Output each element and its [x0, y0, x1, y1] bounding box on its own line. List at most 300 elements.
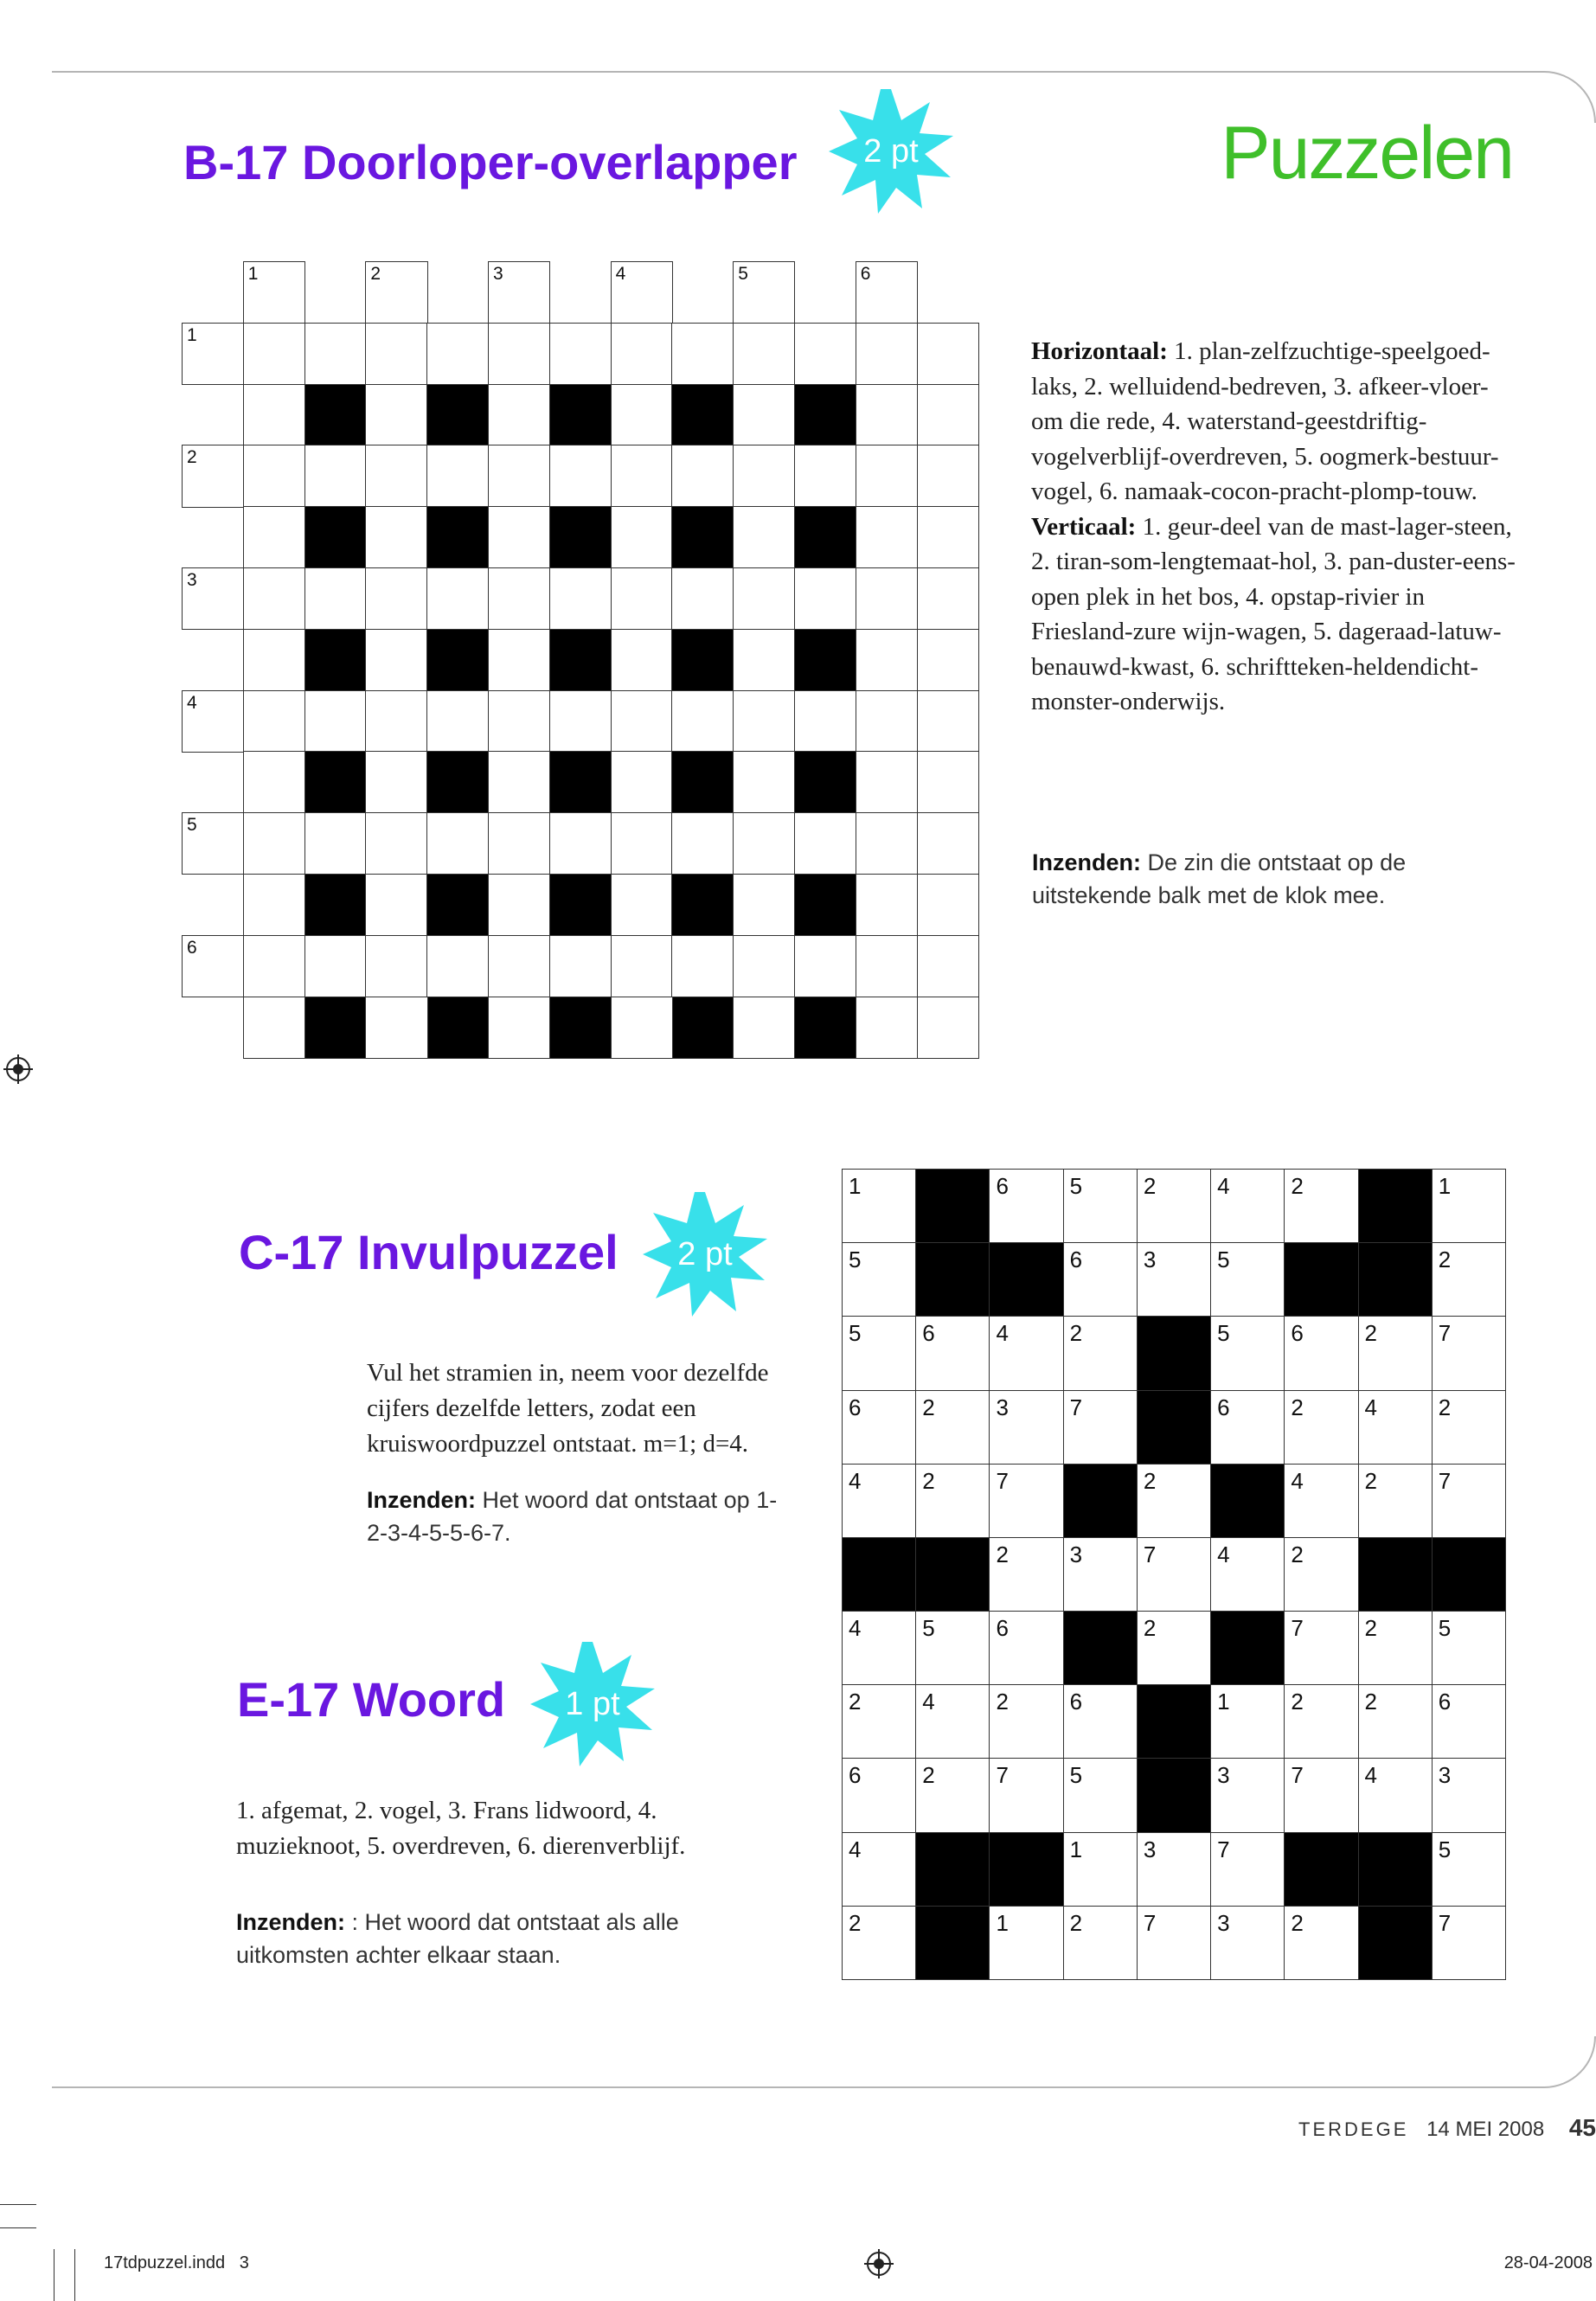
number-cell[interactable]	[1358, 1758, 1433, 1833]
black-cell	[794, 997, 856, 1059]
cell-number: 2	[1364, 1320, 1378, 1347]
number-cell[interactable]	[1358, 1390, 1433, 1465]
horizontaal-text: 1. plan-zelfzuchtige-speelgoed-laks, 2. welluidend-bedreven, 3. afkeer-vloer-om die rede, 4. waterstand-geestdriftig-vogelverblijf-overdreven, 5. oogmerk-bestuur-vogel, 6. namaak-cocon-pracht-plomp-touw.	[1031, 337, 1499, 505]
grid-cell[interactable]	[856, 997, 918, 1059]
puzzle-e-points-badge	[528, 1639, 657, 1769]
number-cell[interactable]	[1284, 1390, 1359, 1465]
grid-cell[interactable]	[304, 812, 367, 875]
grid-cell[interactable]	[917, 629, 979, 691]
grid-cell[interactable]	[794, 812, 856, 875]
number-cell[interactable]	[1432, 1832, 1507, 1907]
number-cell[interactable]	[915, 1390, 990, 1465]
grid-cell[interactable]	[794, 445, 856, 507]
page-number: 45	[1568, 2114, 1596, 2141]
number-cell[interactable]	[989, 1390, 1064, 1465]
cell-number: 5	[1069, 1173, 1083, 1199]
grid-cell[interactable]	[243, 874, 305, 936]
number-cell[interactable]	[1210, 1537, 1285, 1612]
number-cell[interactable]	[1432, 1390, 1507, 1465]
cell-number: 7	[996, 1467, 1009, 1494]
column-number-cell[interactable]	[243, 261, 305, 324]
black-cell	[1358, 1906, 1433, 1981]
cell-number: 5	[1438, 1836, 1452, 1862]
cell-number: 2	[1291, 1909, 1304, 1936]
grid-cell[interactable]	[671, 323, 734, 385]
grid-cell[interactable]	[488, 323, 550, 385]
black-cell	[842, 1537, 917, 1612]
cell-number: 2	[922, 1762, 935, 1789]
grid-cell[interactable]	[549, 812, 612, 875]
grid-cell[interactable]	[304, 935, 367, 997]
grid-cell[interactable]	[365, 445, 427, 507]
clue-number: 6	[860, 264, 871, 284]
black-cell	[1137, 1684, 1212, 1759]
number-cell[interactable]	[1210, 1758, 1285, 1833]
grid-cell[interactable]	[611, 690, 673, 753]
grid-cell[interactable]	[733, 812, 795, 875]
grid-cell[interactable]	[365, 751, 427, 813]
grid-cell[interactable]	[917, 997, 979, 1059]
column-number-cell[interactable]	[611, 261, 673, 324]
grid-cell[interactable]	[611, 874, 673, 936]
grid-cell[interactable]	[733, 629, 795, 691]
grid-cell[interactable]	[426, 812, 489, 875]
black-cell	[549, 384, 612, 446]
cell-number: 4	[849, 1836, 862, 1862]
cell-number: 2	[1143, 1467, 1157, 1494]
puzzle-c-title: C-17 Invulpuzzel	[239, 1225, 619, 1279]
black-cell	[1137, 1758, 1212, 1833]
black-cell	[426, 751, 489, 813]
grid-cell[interactable]	[365, 690, 427, 753]
grid-cell[interactable]	[611, 506, 673, 568]
grid-cell[interactable]	[611, 629, 673, 691]
grid-cell[interactable]	[917, 874, 979, 936]
cell-number: 4	[996, 1320, 1009, 1347]
number-cell[interactable]	[1210, 1684, 1285, 1759]
number-cell[interactable]	[1284, 1464, 1359, 1539]
number-cell[interactable]	[1063, 1758, 1138, 1833]
number-cell[interactable]	[1137, 1242, 1212, 1317]
grid-cell[interactable]	[733, 997, 795, 1059]
grid-cell[interactable]	[733, 445, 795, 507]
cell-number: 2	[1438, 1394, 1452, 1420]
grid-cell[interactable]	[243, 506, 305, 568]
number-cell[interactable]	[1210, 1390, 1285, 1465]
grid-cell[interactable]	[856, 690, 918, 753]
grid-cell[interactable]	[365, 323, 427, 385]
cell-number: 7	[1291, 1615, 1304, 1642]
cell-number: 2	[1364, 1467, 1378, 1494]
number-cell[interactable]	[1137, 1169, 1212, 1244]
puzzle-b-title: B-17 Doorloper-overlapper	[183, 135, 798, 189]
number-cell[interactable]	[989, 1684, 1064, 1759]
grid-cell[interactable]	[611, 384, 673, 446]
grid-cell[interactable]	[243, 384, 305, 446]
grid-cell[interactable]	[671, 935, 734, 997]
grid-cell[interactable]	[365, 384, 427, 446]
grid-cell[interactable]	[917, 384, 979, 446]
number-cell[interactable]	[1284, 1684, 1359, 1759]
number-cell[interactable]	[1063, 1316, 1138, 1391]
grid-cell[interactable]	[488, 384, 550, 446]
grid-cell[interactable]	[182, 567, 244, 630]
grid-cell[interactable]	[488, 690, 550, 753]
grid-cell[interactable]	[488, 751, 550, 813]
grid-cell[interactable]	[611, 751, 673, 813]
column-number-cell[interactable]	[488, 261, 550, 324]
cell-number: 7	[1143, 1541, 1157, 1567]
grid-cell[interactable]	[856, 567, 918, 630]
black-cell	[1358, 1832, 1433, 1907]
grid-cell[interactable]	[856, 751, 918, 813]
puzzle-b-points: 2 pt	[863, 132, 919, 170]
cell-number: 2	[1069, 1909, 1083, 1936]
grid-cell[interactable]	[426, 567, 489, 630]
number-cell[interactable]	[1358, 1316, 1433, 1391]
number-cell[interactable]	[1432, 1684, 1507, 1759]
number-cell[interactable]	[915, 1464, 990, 1539]
number-cell[interactable]	[1063, 1906, 1138, 1981]
grid-cell[interactable]	[243, 935, 305, 997]
number-cell[interactable]	[842, 1758, 917, 1833]
top-rule	[52, 71, 1540, 73]
black-cell	[1137, 1390, 1212, 1465]
grid-cell[interactable]	[549, 323, 612, 385]
number-cell[interactable]	[842, 1611, 917, 1686]
grid-cell[interactable]	[733, 874, 795, 936]
grid-cell[interactable]	[733, 935, 795, 997]
number-cell[interactable]	[989, 1169, 1064, 1244]
puzzle-e-title: E-17 Woord	[237, 1672, 506, 1727]
number-cell[interactable]	[1137, 1832, 1212, 1907]
grid-cell[interactable]	[182, 323, 244, 385]
grid-cell[interactable]	[365, 567, 427, 630]
puzzle-c-points-badge	[640, 1189, 770, 1319]
grid-cell[interactable]	[549, 445, 612, 507]
grid-cell[interactable]	[794, 323, 856, 385]
grid-cell[interactable]	[856, 506, 918, 568]
cell-number: 2	[1364, 1689, 1378, 1715]
grid-cell[interactable]	[182, 812, 244, 875]
number-cell[interactable]	[842, 1169, 917, 1244]
black-cell	[1284, 1832, 1359, 1907]
grid-cell[interactable]	[856, 323, 918, 385]
grid-cell[interactable]	[611, 812, 673, 875]
black-cell	[1063, 1611, 1138, 1686]
grid-cell[interactable]	[304, 445, 367, 507]
black-cell	[794, 751, 856, 813]
cell-number: 2	[1291, 1394, 1304, 1420]
grid-cell[interactable]	[365, 935, 427, 997]
number-cell[interactable]	[1210, 1169, 1285, 1244]
number-cell[interactable]	[1137, 1906, 1212, 1981]
black-cell	[1063, 1464, 1138, 1539]
grid-cell[interactable]	[856, 812, 918, 875]
number-cell[interactable]	[1063, 1537, 1138, 1612]
black-cell	[989, 1242, 1064, 1317]
grid-cell[interactable]	[671, 690, 734, 753]
puzzle-b-inzenden	[1032, 846, 1499, 912]
cell-number: 2	[1364, 1615, 1378, 1642]
black-cell	[794, 506, 856, 568]
clue-number: 2	[370, 264, 381, 284]
grid-cell[interactable]	[365, 874, 427, 936]
black-cell	[426, 629, 489, 691]
number-cell[interactable]	[1210, 1316, 1285, 1391]
cell-number: 2	[1291, 1173, 1304, 1199]
cell-number: 4	[1364, 1762, 1378, 1789]
grid-cell[interactable]	[917, 445, 979, 507]
number-cell[interactable]	[1063, 1684, 1138, 1759]
grid-cell[interactable]	[611, 997, 673, 1059]
number-cell[interactable]	[1137, 1537, 1212, 1612]
grid-cell[interactable]	[243, 690, 305, 753]
grid-cell[interactable]	[733, 567, 795, 630]
cell-number: 2	[1291, 1541, 1304, 1567]
cell-number: 7	[1291, 1762, 1304, 1789]
number-cell[interactable]	[1137, 1611, 1212, 1686]
cell-number: 5	[1217, 1247, 1230, 1273]
grid-cell[interactable]	[182, 935, 244, 997]
number-cell[interactable]	[1284, 1758, 1359, 1833]
cell-number: 6	[1291, 1320, 1304, 1347]
grid-cell[interactable]	[917, 567, 979, 630]
number-cell[interactable]	[989, 1316, 1064, 1391]
grid-cell[interactable]	[488, 997, 550, 1059]
number-cell[interactable]	[1210, 1832, 1285, 1907]
grid-cell[interactable]	[426, 445, 489, 507]
grid-cell[interactable]	[426, 935, 489, 997]
grid-cell[interactable]	[243, 812, 305, 875]
number-cell[interactable]	[989, 1611, 1064, 1686]
grid-cell[interactable]	[611, 935, 673, 997]
cell-number: 4	[1217, 1541, 1230, 1567]
number-cell[interactable]	[1210, 1242, 1285, 1317]
cell-number: 7	[1438, 1320, 1452, 1347]
grid-cell[interactable]	[488, 812, 550, 875]
black-cell	[1432, 1537, 1507, 1612]
black-cell	[1137, 1316, 1212, 1391]
grid-cell[interactable]	[733, 323, 795, 385]
clue-number: 4	[615, 264, 626, 284]
grid-cell[interactable]	[488, 874, 550, 936]
number-cell[interactable]	[915, 1758, 990, 1833]
puzzle-e-points: 1 pt	[565, 1685, 620, 1722]
grid-cell[interactable]	[488, 935, 550, 997]
cell-number: 2	[996, 1541, 1009, 1567]
number-cell[interactable]	[1284, 1169, 1359, 1244]
number-cell[interactable]	[1432, 1242, 1507, 1317]
black-cell	[549, 751, 612, 813]
number-cell[interactable]	[1358, 1684, 1433, 1759]
number-cell[interactable]	[1432, 1316, 1507, 1391]
grid-cell[interactable]	[917, 323, 979, 385]
column-number-cell[interactable]	[856, 261, 918, 324]
registration-mark-left	[3, 1054, 33, 1084]
grid-cell[interactable]	[243, 997, 305, 1059]
grid-cell[interactable]	[243, 323, 305, 385]
cell-number: 6	[996, 1173, 1009, 1199]
cell-number: 6	[849, 1394, 862, 1420]
number-cell[interactable]	[1063, 1242, 1138, 1317]
grid-cell[interactable]	[365, 997, 427, 1059]
invulpuzzel-grid	[842, 1169, 1505, 1979]
grid-cell[interactable]	[304, 567, 367, 630]
number-cell[interactable]	[1284, 1611, 1359, 1686]
cell-number: 2	[1143, 1173, 1157, 1199]
cell-number: 5	[1069, 1762, 1083, 1789]
bottom-rule	[52, 2086, 1540, 2088]
number-cell[interactable]	[842, 1684, 917, 1759]
number-cell[interactable]	[1358, 1611, 1433, 1686]
clue-number: 5	[738, 264, 748, 284]
number-cell[interactable]	[989, 1464, 1064, 1539]
number-cell[interactable]	[842, 1832, 917, 1907]
grid-cell[interactable]	[243, 445, 305, 507]
number-cell[interactable]	[1137, 1464, 1212, 1539]
number-cell[interactable]	[989, 1758, 1064, 1833]
grid-cell[interactable]	[733, 506, 795, 568]
grid-cell[interactable]	[304, 323, 367, 385]
number-cell[interactable]	[1432, 1906, 1507, 1981]
number-cell[interactable]	[915, 1316, 990, 1391]
grid-cell[interactable]	[365, 812, 427, 875]
grid-cell[interactable]	[182, 445, 244, 507]
grid-cell[interactable]	[917, 751, 979, 813]
grid-cell[interactable]	[488, 567, 550, 630]
crosshair-icon	[864, 2249, 894, 2279]
clue-number: 6	[187, 937, 197, 958]
black-cell	[549, 997, 612, 1059]
grid-cell[interactable]	[304, 690, 367, 753]
grid-cell[interactable]	[794, 935, 856, 997]
number-cell[interactable]	[842, 1906, 917, 1981]
grid-cell[interactable]	[611, 567, 673, 630]
cell-number: 2	[1069, 1320, 1083, 1347]
number-cell[interactable]	[1063, 1832, 1138, 1907]
number-cell[interactable]	[989, 1537, 1064, 1612]
grid-cell[interactable]	[917, 506, 979, 568]
clue-number: 1	[187, 324, 197, 345]
grid-cell[interactable]	[856, 935, 918, 997]
cell-number: 1	[1438, 1173, 1452, 1199]
number-cell[interactable]	[1432, 1611, 1507, 1686]
cell-number: 3	[996, 1394, 1009, 1420]
cell-number: 2	[996, 1689, 1009, 1715]
number-cell[interactable]	[1063, 1169, 1138, 1244]
number-cell[interactable]	[842, 1390, 917, 1465]
grid-cell[interactable]	[488, 506, 550, 568]
grid-cell[interactable]	[671, 567, 734, 630]
number-cell[interactable]	[842, 1464, 917, 1539]
number-cell[interactable]	[1210, 1906, 1285, 1981]
grid-cell[interactable]	[549, 690, 612, 753]
crop-mark	[74, 2249, 75, 2301]
black-cell	[1210, 1464, 1285, 1539]
number-cell[interactable]	[1284, 1906, 1359, 1981]
grid-cell[interactable]	[917, 935, 979, 997]
grid-cell[interactable]	[856, 874, 918, 936]
number-cell[interactable]	[1284, 1537, 1359, 1612]
black-cell	[549, 629, 612, 691]
number-cell[interactable]	[989, 1906, 1064, 1981]
cell-number: 6	[1438, 1689, 1452, 1715]
number-cell[interactable]	[1063, 1390, 1138, 1465]
grid-cell[interactable]	[243, 629, 305, 691]
grid-cell[interactable]	[917, 690, 979, 753]
black-cell	[426, 384, 489, 446]
black-cell	[1210, 1611, 1285, 1686]
cell-number: 6	[996, 1615, 1009, 1642]
grid-cell[interactable]	[365, 506, 427, 568]
cell-number: 2	[1143, 1615, 1157, 1642]
clue-number: 3	[187, 570, 197, 590]
grid-cell[interactable]	[733, 384, 795, 446]
grid-cell[interactable]	[488, 629, 550, 691]
number-cell[interactable]	[1284, 1316, 1359, 1391]
clue-number: 4	[187, 692, 197, 713]
grid-cell[interactable]	[856, 384, 918, 446]
number-cell[interactable]	[915, 1611, 990, 1686]
column-number-cell[interactable]	[733, 261, 795, 324]
puzzle-b-clues	[1031, 334, 1516, 720]
grid-cell[interactable]	[671, 445, 734, 507]
number-cell[interactable]	[842, 1242, 917, 1317]
grid-cell[interactable]	[733, 751, 795, 813]
number-cell[interactable]	[1432, 1464, 1507, 1539]
grid-cell[interactable]	[549, 935, 612, 997]
grid-cell[interactable]	[611, 445, 673, 507]
number-cell[interactable]	[1432, 1758, 1507, 1833]
cell-number: 1	[1217, 1689, 1230, 1715]
black-cell	[304, 751, 367, 813]
black-cell	[426, 874, 489, 936]
number-cell[interactable]	[1358, 1464, 1433, 1539]
grid-cell[interactable]	[733, 690, 795, 753]
black-cell	[304, 384, 367, 446]
grid-cell[interactable]	[549, 567, 612, 630]
cell-number: 5	[1217, 1320, 1230, 1347]
number-cell[interactable]	[1432, 1169, 1507, 1244]
number-cell[interactable]	[842, 1316, 917, 1391]
cell-number: 5	[922, 1615, 935, 1642]
grid-cell[interactable]	[243, 567, 305, 630]
grid-cell[interactable]	[856, 445, 918, 507]
cell-number: 6	[1217, 1394, 1230, 1420]
grid-cell[interactable]	[365, 629, 427, 691]
grid-cell[interactable]	[611, 323, 673, 385]
cell-number: 1	[1069, 1836, 1083, 1862]
grid-cell[interactable]	[243, 751, 305, 813]
cell-number: 7	[1438, 1909, 1452, 1936]
grid-cell[interactable]	[856, 629, 918, 691]
cell-number: 6	[849, 1762, 862, 1789]
grid-cell[interactable]	[671, 812, 734, 875]
grid-cell[interactable]	[488, 445, 550, 507]
black-cell	[304, 506, 367, 568]
verticaal-text: 1. geur-deel van de mast-lager-steen, 2. tiran-som-lengtemaat-hol, 3. pan-duster-eens-open plek in het bos, 4. opstap-rivier in Friesland-zure wijn-wagen, 5. dageraad-latuw-benauwd-kwast, 6. schriftteken-heldendicht-monster-onderwijs.	[1031, 512, 1516, 715]
grid-cell[interactable]	[794, 690, 856, 753]
grid-cell[interactable]	[917, 812, 979, 875]
column-number-cell[interactable]	[365, 261, 427, 324]
grid-cell[interactable]	[794, 567, 856, 630]
grid-cell[interactable]	[426, 690, 489, 753]
grid-cell[interactable]	[182, 690, 244, 753]
cell-number: 4	[1217, 1173, 1230, 1199]
grid-cell[interactable]	[426, 323, 489, 385]
number-cell[interactable]	[915, 1684, 990, 1759]
